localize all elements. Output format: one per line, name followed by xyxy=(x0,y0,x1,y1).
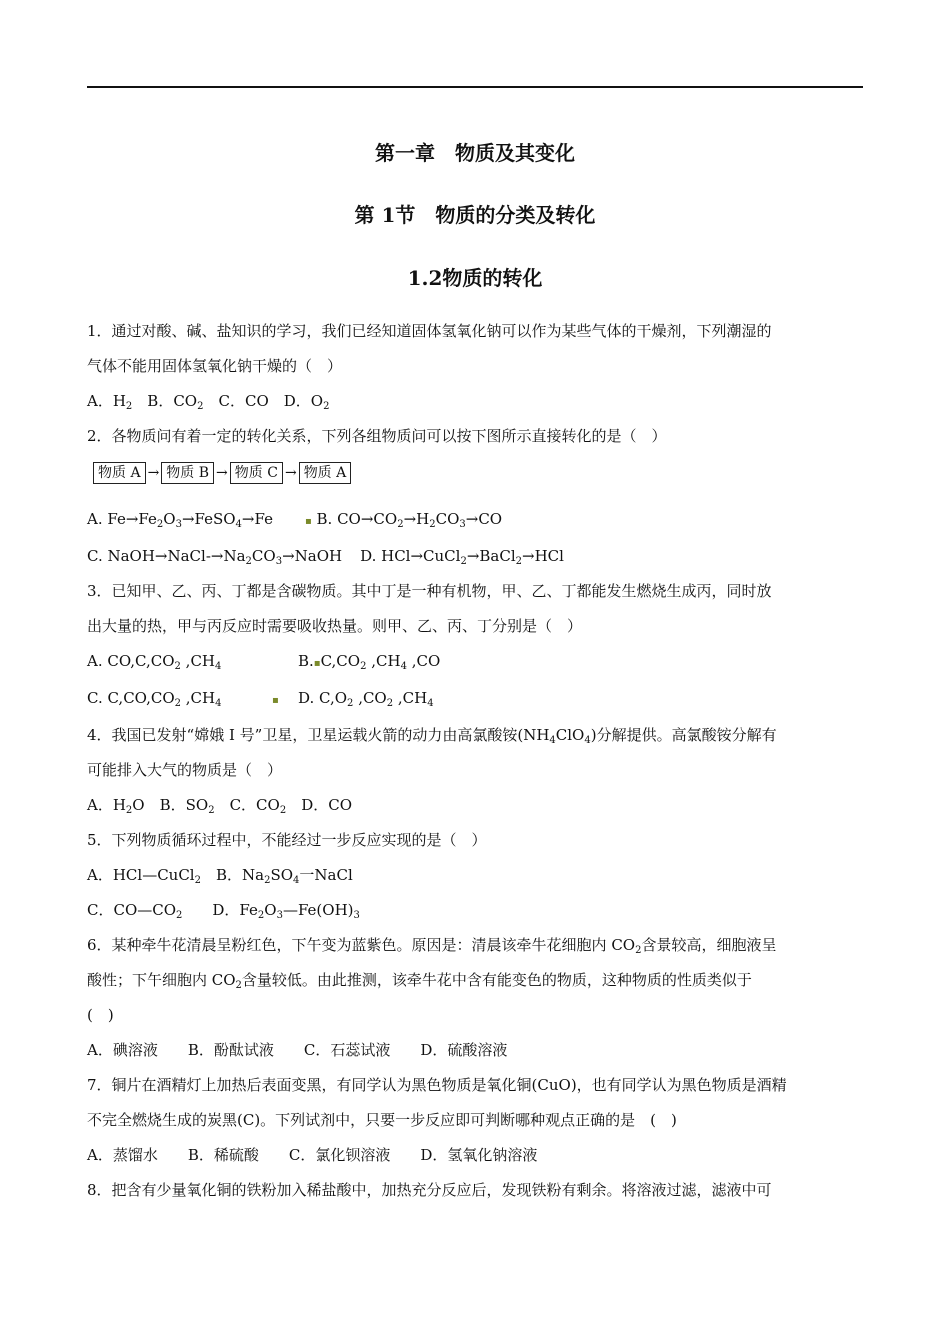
q4-options: A．$H_2O$ B．$SO_2$ C．$CO_2$ D．CO xyxy=(87,796,353,816)
q6-options: A．碘溶液 B．酚酞试液 C．石蕊试液 D．硫酸溶液 xyxy=(87,1041,508,1059)
question-list xyxy=(87,314,863,1208)
q7-stem: 7．铜片在酒精灯上加热后表面变黑，有同学认为黑色物质是氧化铜(CuO)，也有同学认为黑色物质是酒精 不完全燃烧生成的炭黑(C)。下列试剂中，只要一步反应即可判断哪种观点正确的是 ( ) xyxy=(87,1076,787,1129)
arrow-icon: → xyxy=(284,465,297,481)
subsection-title: 1.2物质的转化 xyxy=(407,266,543,290)
q5-stem: 5．下列物质循环过程中，不能经过一步反应实现的是（ ） xyxy=(87,831,487,849)
flow-box: 物质 A xyxy=(299,462,352,484)
q2-flow-diagram xyxy=(93,456,863,490)
q3-options-ab: A. $CO,C,CO_2$ $,CH_4$ $B.▪C,CO_2$ $,CH_4$ ,CO xyxy=(87,652,441,672)
section-title: 第 1节 物质的分类及转化 xyxy=(354,203,596,227)
q4-stem: 4．我国已发射“嫦娥 I 号”卫星，卫星运载火箭的动力由高氯酸铵$(NH_4ClO_4)$分解提供。高氯酸铵分解有 可能排入大气的物质是（ ） xyxy=(87,726,777,779)
flow-box: 物质 A xyxy=(93,462,146,484)
q8-stem: 8．把含有少量氧化铜的铁粉加入稀盐酸中，加热充分反应后，发现铁粉有剩余。将溶液过滤，滤液中可 xyxy=(87,1181,772,1199)
q2-stem: 2．各物质问有着一定的转化关系，下列各组物质问可以按下图所示直接转化的是（ ） xyxy=(87,427,667,445)
q5-options-ab: A．HCl—CuCl$_2$ B．$Na_2SO_4$一NaCl xyxy=(87,866,353,886)
q3-stem: 3．已知甲、乙、丙、丁都是含碳物质。其中丁是一种有机物，甲、乙、丁都能发生燃烧生成丙，同时放 出大量的热，甲与丙反应时需要吸收热量。则甲、乙、丙、丁分别是（ ） xyxy=(87,582,772,635)
q7-options: A．蒸馏水 B．稀硫酸 C．氯化钡溶液 D．氢氧化钠溶液 xyxy=(87,1146,538,1164)
flow-box: 物质 B xyxy=(161,462,214,484)
q6-stem: 6．某种牵牛花清晨呈粉红色，下午变为蓝紫色。原因是：清晨该牵牛花细胞内 $CO_2$含景较高，细胞液呈 酸性；下午细胞内 $CO_2$含量较低。由此推测，该牵牛花中含有能变色的物质，这种物质的性质类似于 ( ) xyxy=(87,936,777,1024)
chapter-title: 第一章 物质及其变化 xyxy=(375,141,575,165)
q3-options-cd: C. $C,CO,CO_2$ $,CH_4$ ▪ D. $C,O_2$ $,CO_2$ $,CH_4$ xyxy=(87,689,434,709)
arrow-icon: → xyxy=(216,465,228,481)
q1-options: A．$H_2$ B．$CO_2$ C．CO D．$O_2$ xyxy=(87,392,330,412)
q2-options-ab: A. $Fe\to Fe_2O_3\to FeSO_4\to Fe$ ▪ B. $CO\to CO_2\to H_2CO_3\to CO$ xyxy=(87,510,503,530)
arrow-icon: → xyxy=(147,465,160,481)
q5-options-cd: C．$CO—CO_2$ D．$Fe_2O_3—Fe(OH)_3$ xyxy=(87,901,360,921)
flow-box: 物质 C xyxy=(230,462,283,484)
header-rule xyxy=(87,86,863,88)
q1-stem: 1．通过对酸、碱、盐知识的学习，我们已经知道固体氢氧化钠可以作为某些气体的干燥剂，下列潮湿的 气体不能用固体氢氧化钠干燥的（ ） xyxy=(87,322,772,375)
q2-options-cd: C. $NaOH\to NaCl-\to Na_2CO_3\to NaOH$ D. HCl→CuCl$_2$→BaCl$_2$→HCl xyxy=(87,547,564,567)
